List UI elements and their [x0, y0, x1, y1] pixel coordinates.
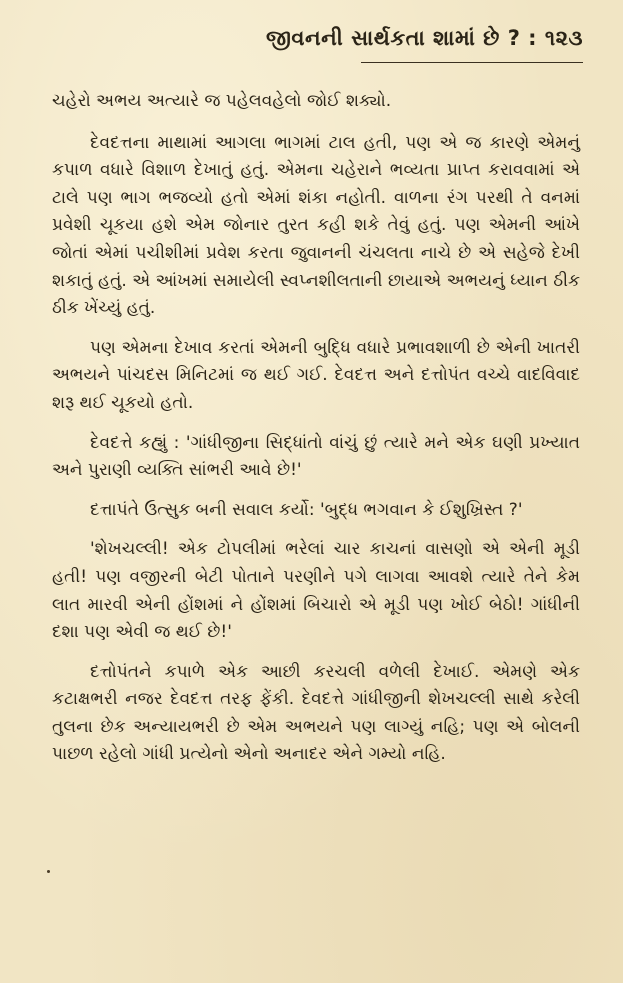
paragraph: દેવદત્તના માથામાં આગલા ભાગમાં ટાલ હતી, પણ એ જ કારણે એમનું કપાળ વધારે વિશાળ દેખાતું હતું. એમના ચહેરાને ભવ્યતા પ્રાપ્ત કરાવવામાં એ ટાલે પણ ભાગ ભજવ્યો હતો એમાં શંકા નહોતી. વાળના રંગ પરથી તે વનમાં પ્રવેશી ચૂકયા હશે એમ જોનાર તુરત કહી શકે તેવું હતું. પણ એમની આંખે જોતાં એમાં પચીશીમાં પ્રવેશ કરતા જુવાનની ચંચલતા નાચે છે એ સહેજે દેખી શકાતું હતું. એ આંખમાં સમાયેલી સ્વપ્નશીલતાની છાયાએ અભયનું ધ્યાન ઠીક ઠીક ખેંચ્યું હતું.: [52, 132, 580, 319]
running-head: જીવનની સાર્થકતા શામાં છે ? : ૧૨૩: [265, 26, 583, 50]
ink-speck: [47, 870, 50, 873]
paragraph: 'શેખચલ્લી! એક ટોપલીમાં ભરેલાં ચાર કાચનાં વાસણો એ એની મૂડી હતી! પણ વજીરની બેટી પોતાને પરણીને પગે લાગવા આવશે ત્યારે તેને કેમ લાત મારવી એની હોંશમાં ને હોંશમાં બિચારો એ મૂડી પણ ખોઈ બેઠો! ગાંધીની દશા પણ એવી જ થઈ છે!': [52, 539, 580, 643]
paragraph: પણ એમના દેખાવ કરતાં એમની બુદ્ધિ વધારે પ્રભાવશાળી છે એની ખાતરી અભયને પાંચદસ મિનિટમાં જ થઈ ગઈ. દેવદત્ત અને દત્તોપંત વચ્ચે વાદવિવાદ શરૂ થઈ ચૂકયો હતો.: [52, 337, 580, 413]
paragraph-continued: ચહેરો અભય અત્યારે જ પહેલવહેલો જોઈ શક્યો.: [52, 91, 392, 111]
body-text: [52, 88, 580, 781]
header-rule: [361, 62, 583, 63]
paragraph: દત્તાપંતે ઉત્સુક બની સવાલ કર્યો: 'બુદ્ધ ભગવાન કે ઈશુખ્રિસ્ત ?': [90, 499, 523, 520]
paragraph: દેવદત્તે કહ્યું : 'ગાંધીજીના સિદ્ધાંતો વાંચું છું ત્યારે મને એક ઘણી પ્રખ્યાત અને પુરાણી વ્યક્તિ સાંભરી આવે છે!': [52, 432, 580, 481]
paragraph: દત્તોપંતને કપાળે એક આછી કરચલી વળેલી દેખાઈ. એમણે એક કટાક્ષભરી નજર દેવદત્ત તરફ ફેંકી. દેવદત્તે ગાંધીજીની શેખચલ્લી સાથે કરેલી તુલના છેક અન્યાયભરી છે એમ અભયને પણ લાગ્યું નહિ; પણ એ બોલની પાછળ રહેલો ગાંધી પ્રત્યેનો એનો અનાદર એને ગમ્યો નહિ.: [52, 661, 580, 765]
